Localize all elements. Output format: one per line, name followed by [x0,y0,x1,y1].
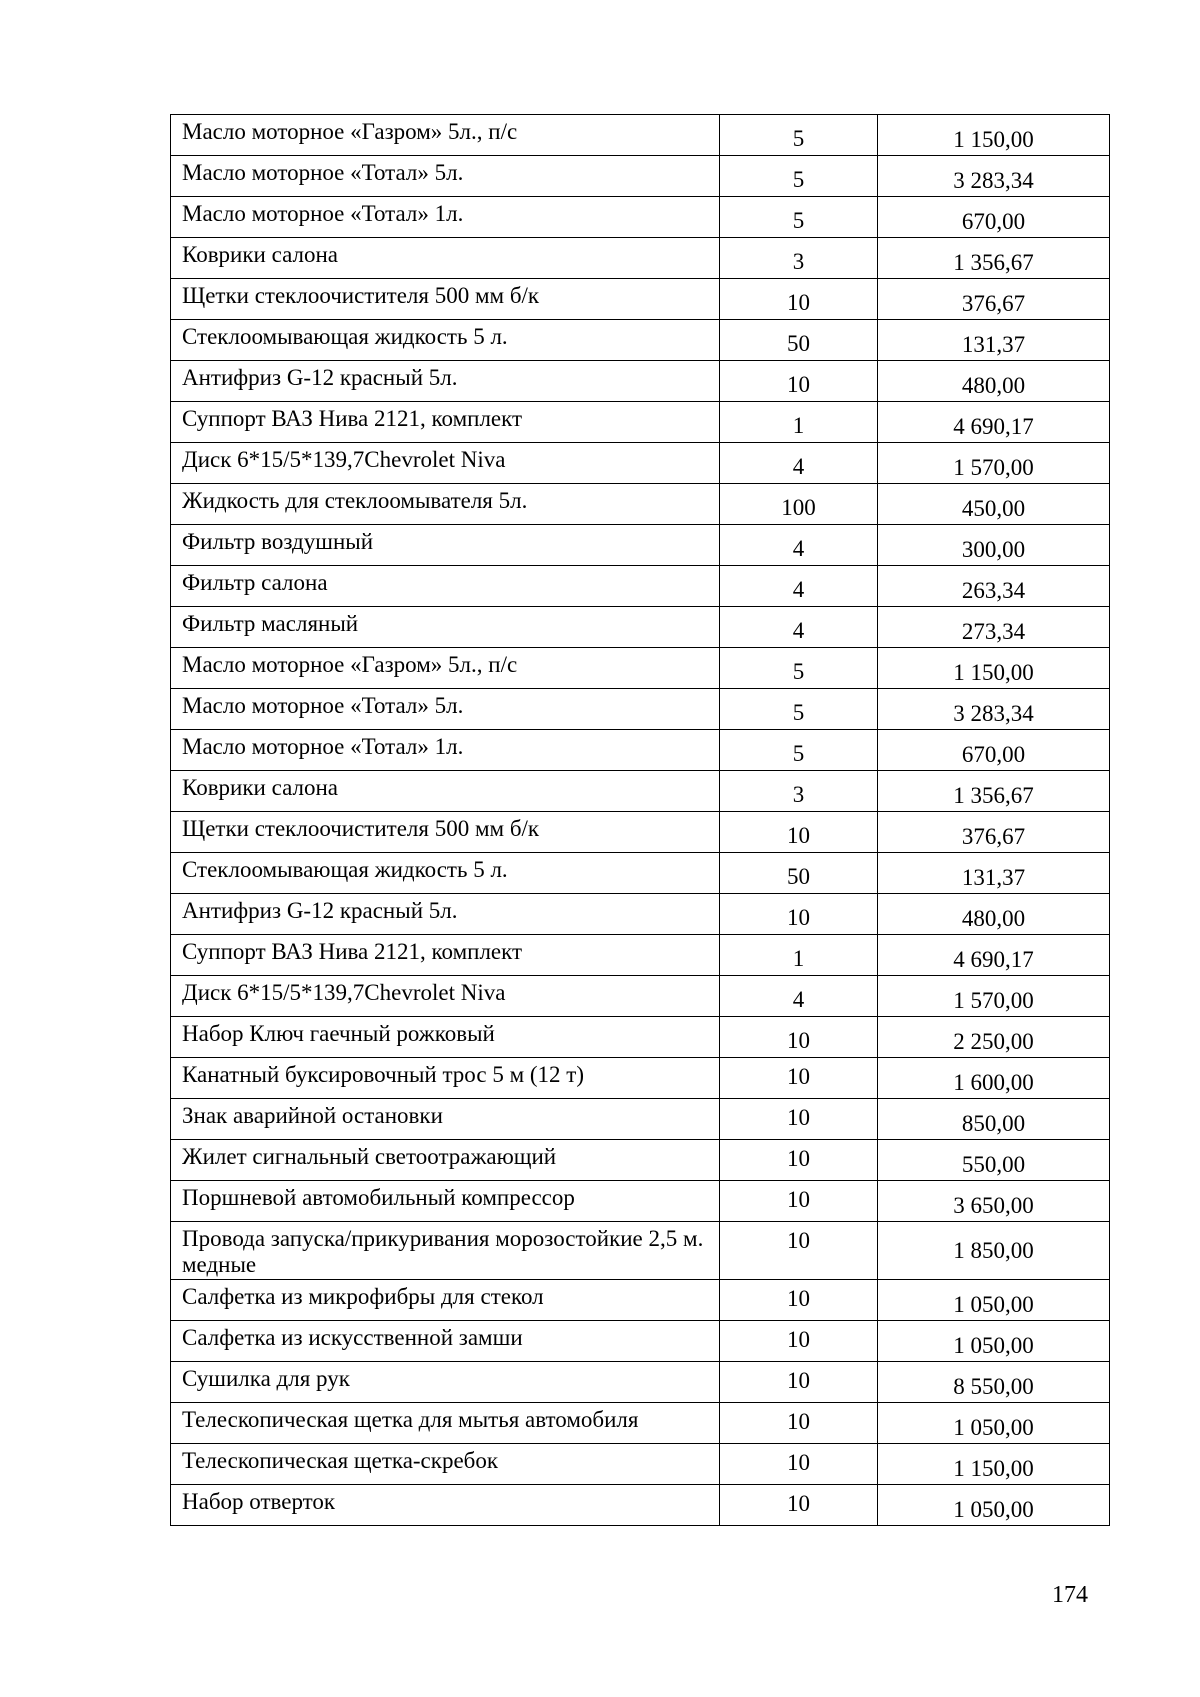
item-name-cell: Диск 6*15/5*139,7Chevrolet Niva [171,443,720,484]
item-price-cell: 4 690,17 [878,402,1110,443]
item-price-cell: 131,37 [878,853,1110,894]
item-quantity-cell: 50 [720,853,878,894]
item-name-cell: Фильтр воздушный [171,525,720,566]
item-quantity-cell: 10 [720,1362,878,1403]
item-name-cell: Сушилка для рук [171,1362,720,1403]
table-row [171,402,1110,443]
item-quantity-cell: 4 [720,976,878,1017]
item-quantity-cell: 10 [720,1099,878,1140]
item-name-cell: Щетки стеклоочистителя 500 мм б/к [171,812,720,853]
item-price-cell: 1 150,00 [878,115,1110,156]
items-table [170,114,1110,1526]
item-quantity-cell: 10 [720,1017,878,1058]
table-row [171,1444,1110,1485]
item-quantity-cell: 1 [720,402,878,443]
item-name-cell: Масло моторное «Тотал» 5л. [171,689,720,730]
item-name-cell: Жилет сигнальный светоотражающий [171,1140,720,1181]
item-name-cell: Масло моторное «Тотал» 1л. [171,197,720,238]
item-quantity-cell: 10 [720,1321,878,1362]
item-quantity-cell: 10 [720,1444,878,1485]
item-name-cell: Коврики салона [171,771,720,812]
item-price-cell: 1 570,00 [878,443,1110,484]
table-row [171,443,1110,484]
item-name-cell: Стеклоомывающая жидкость 5 л. [171,320,720,361]
table-row [171,1222,1110,1280]
item-price-cell: 1 050,00 [878,1280,1110,1321]
item-price-cell: 1 570,00 [878,976,1110,1017]
item-quantity-cell: 5 [720,115,878,156]
table-row [171,1140,1110,1181]
item-name-cell: Суппорт ВАЗ Нива 2121, комплект [171,402,720,443]
item-price-cell: 1 356,67 [878,771,1110,812]
item-quantity-cell: 10 [720,1058,878,1099]
item-name-cell: Набор Ключ гаечный рожковый [171,1017,720,1058]
page-number: 174 [1052,1582,1088,1608]
item-name-cell: Фильтр салона [171,566,720,607]
item-name-cell: Антифриз G-12 красный 5л. [171,894,720,935]
item-price-cell: 3 283,34 [878,156,1110,197]
item-price-cell: 1 150,00 [878,648,1110,689]
table-row [171,238,1110,279]
item-price-cell: 300,00 [878,525,1110,566]
item-price-cell: 1 050,00 [878,1403,1110,1444]
item-price-cell: 670,00 [878,197,1110,238]
table-row [171,689,1110,730]
table-row [171,361,1110,402]
item-price-cell: 1 356,67 [878,238,1110,279]
item-price-cell: 670,00 [878,730,1110,771]
item-name-cell: Масло моторное «Газром» 5л., п/с [171,115,720,156]
item-quantity-cell: 5 [720,197,878,238]
table-row [171,771,1110,812]
item-name-cell: Салфетка из искусственной замши [171,1321,720,1362]
item-quantity-cell: 10 [720,812,878,853]
item-quantity-cell: 5 [720,156,878,197]
item-price-cell: 1 600,00 [878,1058,1110,1099]
item-quantity-cell: 10 [720,361,878,402]
item-name-cell: Масло моторное «Тотал» 5л. [171,156,720,197]
table-row [171,894,1110,935]
table-row [171,1058,1110,1099]
table-row [171,1485,1110,1526]
item-quantity-cell: 10 [720,1140,878,1181]
item-name-cell: Щетки стеклоочистителя 500 мм б/к [171,279,720,320]
table-row [171,1181,1110,1222]
item-quantity-cell: 4 [720,443,878,484]
item-name-cell: Набор отверток [171,1485,720,1526]
item-price-cell: 3 650,00 [878,1181,1110,1222]
item-price-cell: 4 690,17 [878,935,1110,976]
item-price-cell: 1 150,00 [878,1444,1110,1485]
item-name-cell: Знак аварийной остановки [171,1099,720,1140]
item-name-cell: Телескопическая щетка-скребок [171,1444,720,1485]
item-price-cell: 8 550,00 [878,1362,1110,1403]
item-name-cell: Масло моторное «Газром» 5л., п/с [171,648,720,689]
table-row [171,1321,1110,1362]
table-row [171,1099,1110,1140]
item-name-cell: Диск 6*15/5*139,7Chevrolet Niva [171,976,720,1017]
item-name-cell: Масло моторное «Тотал» 1л. [171,730,720,771]
item-price-cell: 376,67 [878,812,1110,853]
item-quantity-cell: 10 [720,894,878,935]
item-price-cell: 450,00 [878,484,1110,525]
item-name-cell: Коврики салона [171,238,720,279]
item-price-cell: 1 050,00 [878,1321,1110,1362]
item-name-cell: Стеклоомывающая жидкость 5 л. [171,853,720,894]
table-row [171,484,1110,525]
item-name-cell: Салфетка из микрофибры для стекол [171,1280,720,1321]
item-price-cell: 1 850,00 [878,1222,1110,1280]
table-row [171,566,1110,607]
table-row [171,1017,1110,1058]
item-price-cell: 131,37 [878,320,1110,361]
item-quantity-cell: 10 [720,1485,878,1526]
table-row [171,648,1110,689]
table-row [171,156,1110,197]
table-row [171,607,1110,648]
item-quantity-cell: 3 [720,238,878,279]
item-price-cell: 850,00 [878,1099,1110,1140]
item-quantity-cell: 1 [720,935,878,976]
item-quantity-cell: 5 [720,730,878,771]
table-row [171,812,1110,853]
item-name-cell: Антифриз G-12 красный 5л. [171,361,720,402]
item-quantity-cell: 50 [720,320,878,361]
item-price-cell: 3 283,34 [878,689,1110,730]
table-row [171,197,1110,238]
item-price-cell: 1 050,00 [878,1485,1110,1526]
item-price-cell: 376,67 [878,279,1110,320]
items-table-body [171,115,1110,1526]
item-quantity-cell: 10 [720,1403,878,1444]
item-name-cell: Канатный буксировочный трос 5 м (12 т) [171,1058,720,1099]
item-name-cell: Поршневой автомобильный компрессор [171,1181,720,1222]
item-quantity-cell: 100 [720,484,878,525]
item-price-cell: 273,34 [878,607,1110,648]
table-row [171,1280,1110,1321]
item-quantity-cell: 10 [720,1280,878,1321]
item-price-cell: 550,00 [878,1140,1110,1181]
table-row [171,1362,1110,1403]
table-row [171,853,1110,894]
item-price-cell: 480,00 [878,894,1110,935]
item-name-cell: Провода запуска/прикуривания морозостойкие 2,5 м. медные [171,1222,720,1280]
table-row [171,935,1110,976]
item-quantity-cell: 4 [720,525,878,566]
item-quantity-cell: 10 [720,279,878,320]
table-row [171,279,1110,320]
item-quantity-cell: 10 [720,1181,878,1222]
item-quantity-cell: 4 [720,607,878,648]
item-price-cell: 2 250,00 [878,1017,1110,1058]
item-quantity-cell: 3 [720,771,878,812]
item-price-cell: 263,34 [878,566,1110,607]
table-row [171,320,1110,361]
table-row [171,730,1110,771]
table-row [171,115,1110,156]
table-row [171,525,1110,566]
item-quantity-cell: 4 [720,566,878,607]
item-name-cell: Фильтр масляный [171,607,720,648]
table-row [171,976,1110,1017]
item-name-cell: Жидкость для стеклоомывателя 5л. [171,484,720,525]
item-quantity-cell: 5 [720,689,878,730]
item-quantity-cell: 10 [720,1222,878,1280]
item-quantity-cell: 5 [720,648,878,689]
item-name-cell: Телескопическая щетка для мытья автомобиля [171,1403,720,1444]
table-row [171,1403,1110,1444]
item-name-cell: Суппорт ВАЗ Нива 2121, комплект [171,935,720,976]
item-price-cell: 480,00 [878,361,1110,402]
